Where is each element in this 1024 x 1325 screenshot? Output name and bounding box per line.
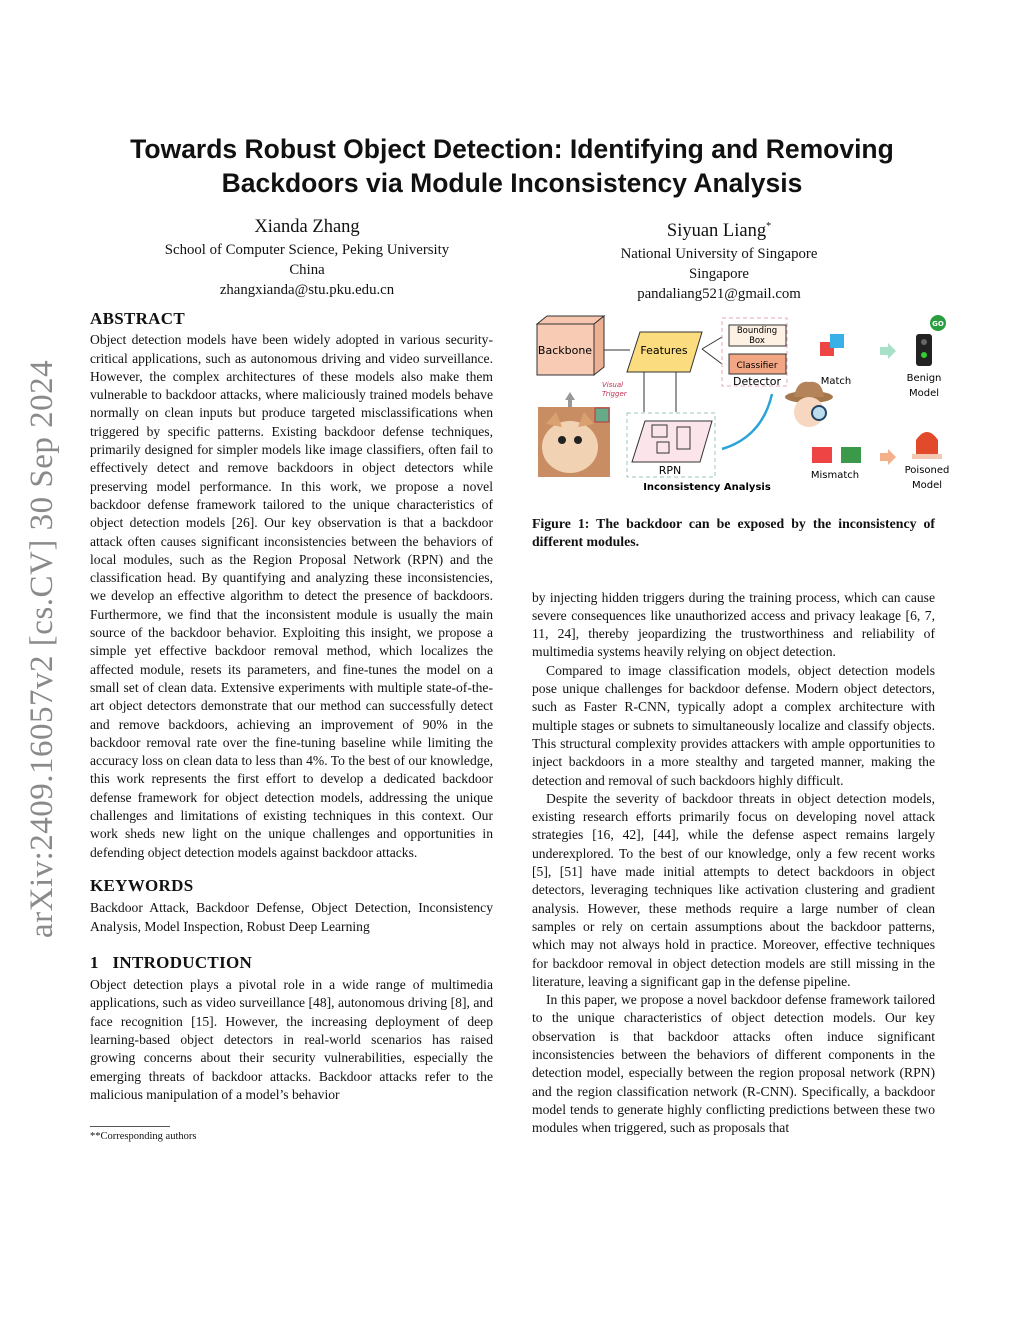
poisoned-label: Model xyxy=(911,480,943,491)
rpn-label: RPN xyxy=(658,464,682,477)
figure-caption: Figure 1: The backdoor can be exposed by the inconsistency of different modules. xyxy=(532,516,935,550)
arrow-icon xyxy=(880,449,896,465)
trigger-label: Trigger xyxy=(602,390,627,398)
puzzle-mismatch-icon xyxy=(812,447,861,463)
paper-title xyxy=(0,132,1024,200)
abstract-text: Object detection models have been widely adopted in various security-critical applications, such as autonomous driving and video surveillance. However, the complex architectures of these models also make them vulnerable to backdoor attacks, where maliciously trained models behave normally on clean inputs but produce targeted misclassifications when triggered by specific patterns. Existing backdoor defense techniques, primarily designed for simpler models like image classifiers, often fail to effectively detect and remove backdoors in object detectors while preserving model performance. In this work, we propose a novel backdoor defense framework tailored to the unique characteristics of object detection models [26]. Our key observation is that a backdoor attack often causes significant inconsistencies between the behaviors of local modules, such as the Region Proposal Network (RPN) and the classification head. By quantifying and analyzing these inconsistencies, we develop an effective algorithm to detect the presence of backdoors. Furthermore, we find that the inconsistent module is usually the main source of the backdoor behavior. Exploiting this insight, we propose a simple yet effective backdoor removal method, which localizes the affected module, resets its parameters, and fine-tunes the model on a small set of clean data. Extensive experiments with multiple state-of-the-art object detectors demonstrate that our method can successfully detect and remove backdoors, achieving an improvement of 90% in the backdoor removal rate over the fine-tuning baseline while limiting the accuracy loss on clean data to less than 4%. To the best of our knowledge, this work represents the first effort to develop a dedicated backdoor defense framework for object detection models, addressing the unique challenges and limitations of existing techniques in this context. Our work sheds new light on the unique challenges and opportunities in defending object detection models against backdoor attacks. xyxy=(90,332,493,860)
bbox-label: Bounding xyxy=(736,326,778,336)
abstract-heading: ABSTRACT xyxy=(90,309,185,328)
classifier-label: Classifier xyxy=(736,361,778,371)
left-column xyxy=(90,310,493,1143)
intro-paragraph: In this paper, we propose a novel backdoor defense framework tailored to the unique characteristics of object detection models. Our key observation is that backdoor attacks often induce significant inconsistencies between the behaviors of different components in the detection model, especially between the region proposal network (RPN) and the region classification network (R-CNN). Specifically, a backdoor model tends to generate highly conflicting predictions between these two modules when triggered, such as proposals that xyxy=(532,992,935,1136)
section-number: 1 xyxy=(90,952,99,972)
alarm-siren-icon xyxy=(912,432,942,459)
intro-paragraph: by injecting hidden triggers during the training process, which can cause severe consequences like unauthorized access and privacy leakage [6, 7, 11, 24], thereby jeopardizing the trustworthiness and reliability of multimedia systems heavily relying on object detection. xyxy=(532,589,935,660)
benign-label: Benign xyxy=(906,373,942,384)
benign-label: Model xyxy=(908,388,940,399)
footnote: **Corresponding authors xyxy=(90,1131,197,1143)
arrow-icon xyxy=(880,343,896,359)
author-affiliation: School of Computer Science, Peking University xyxy=(164,242,450,258)
author-block xyxy=(117,214,497,300)
author-email[interactable]: pandaliang521@gmail.com xyxy=(637,286,801,303)
author-affiliation: National University of Singapore xyxy=(620,246,818,263)
spacer xyxy=(532,552,935,589)
author-name: Xianda Zhang xyxy=(254,217,360,237)
intro-heading xyxy=(90,954,493,972)
feedback-arrow xyxy=(722,394,772,449)
author-country: Singapore xyxy=(689,266,749,283)
title-line: Towards Robust Object Detection: Identifying and Removing xyxy=(130,134,894,164)
author-country: China xyxy=(289,262,325,278)
intro-paragraph: Object detection plays a pivotal role in a wide range of multimedia applications, such as video surveillance [48], autonomous driving [8], and face recognition [15]. However, the increasing deployment of deep learning-based object detectors in real-world scenarios has raised growing concerns about their security vulnerabilities, especially the emerging threats of backdoor attacks. Backdoor attacks refer to the malicious manipulation of a model’s behavior xyxy=(90,977,493,1102)
author-name: Siyuan Liang xyxy=(666,221,767,242)
go-label: GO xyxy=(932,320,944,328)
backbone-label: Backbone xyxy=(537,344,593,357)
keywords-text: Backdoor Attack, Backdoor Defense, Object Detection, Inconsistency Analysis, Model Inspection, Robust Deep Learning xyxy=(90,900,493,934)
footnote-rule xyxy=(90,1126,170,1127)
analysis-label: Inconsistency Analysis xyxy=(643,482,771,493)
title-line: Backdoors via Module Inconsistency Analysis xyxy=(221,168,803,198)
author-name-wrap xyxy=(529,214,909,244)
features-label: Features xyxy=(640,344,688,357)
author-block xyxy=(529,214,909,304)
detector-label: Detector xyxy=(733,375,781,388)
detective-icon xyxy=(785,382,833,427)
trigger-label: Visual xyxy=(602,381,624,389)
arxiv-identifier: arXiv:2409.16057v2 [cs.CV] 30 Sep 2024 xyxy=(24,359,60,938)
right-column xyxy=(532,515,935,1138)
backbone-box xyxy=(537,316,604,375)
author-email[interactable]: zhangxianda@stu.pku.edu.cn xyxy=(219,282,395,298)
poisoned-label: Poisoned xyxy=(904,465,950,476)
puzzle-match-icon xyxy=(820,334,844,356)
cat-image xyxy=(538,407,610,477)
corresponding-mark: * xyxy=(766,221,772,232)
traffic-light-icon xyxy=(916,315,946,366)
bbox-label: Box xyxy=(749,336,765,346)
intro-paragraph: Compared to image classification models, object detection models pose unique challenges for backdoor defense. Modern object detectors, such as Faster R-CNN, typically adopt a complex architecture with multiple stages or subnets to simultaneously localize and classify objects. This structural complexity provides attackers with ample opportunities to inject backdoors in a more stealthy and targeted manner, making the detection and removal of such backdoors highly difficult. xyxy=(532,662,935,788)
intro-paragraph: Despite the severity of backdoor threats in object detection models, existing research efforts primarily focus on developing novel attack strategies [16, 42], [44], while the defense aspect remains largely underexplored. To the best of our knowledge, only a few recent works [5], [51] have made initial attempts to detect backdoors in object detectors, leveraging techniques like activation clustering and gradient analysis. However, these methods require a large number of clean samples or rely on certain assumptions about the backdoor patterns, which may not always hold in practice. Moreover, effective techniques for backdoor removal in object detection models are still missing in the literature, leaving a significant gap in the defense pipeline. xyxy=(532,790,935,989)
keywords-heading: KEYWORDS xyxy=(90,875,194,895)
section-title: INTRODUCTION xyxy=(112,952,253,972)
mismatch-label: Mismatch xyxy=(810,470,860,481)
features-box xyxy=(627,332,702,372)
figure-1-diagram xyxy=(532,312,952,497)
match-label: Match xyxy=(820,376,852,387)
